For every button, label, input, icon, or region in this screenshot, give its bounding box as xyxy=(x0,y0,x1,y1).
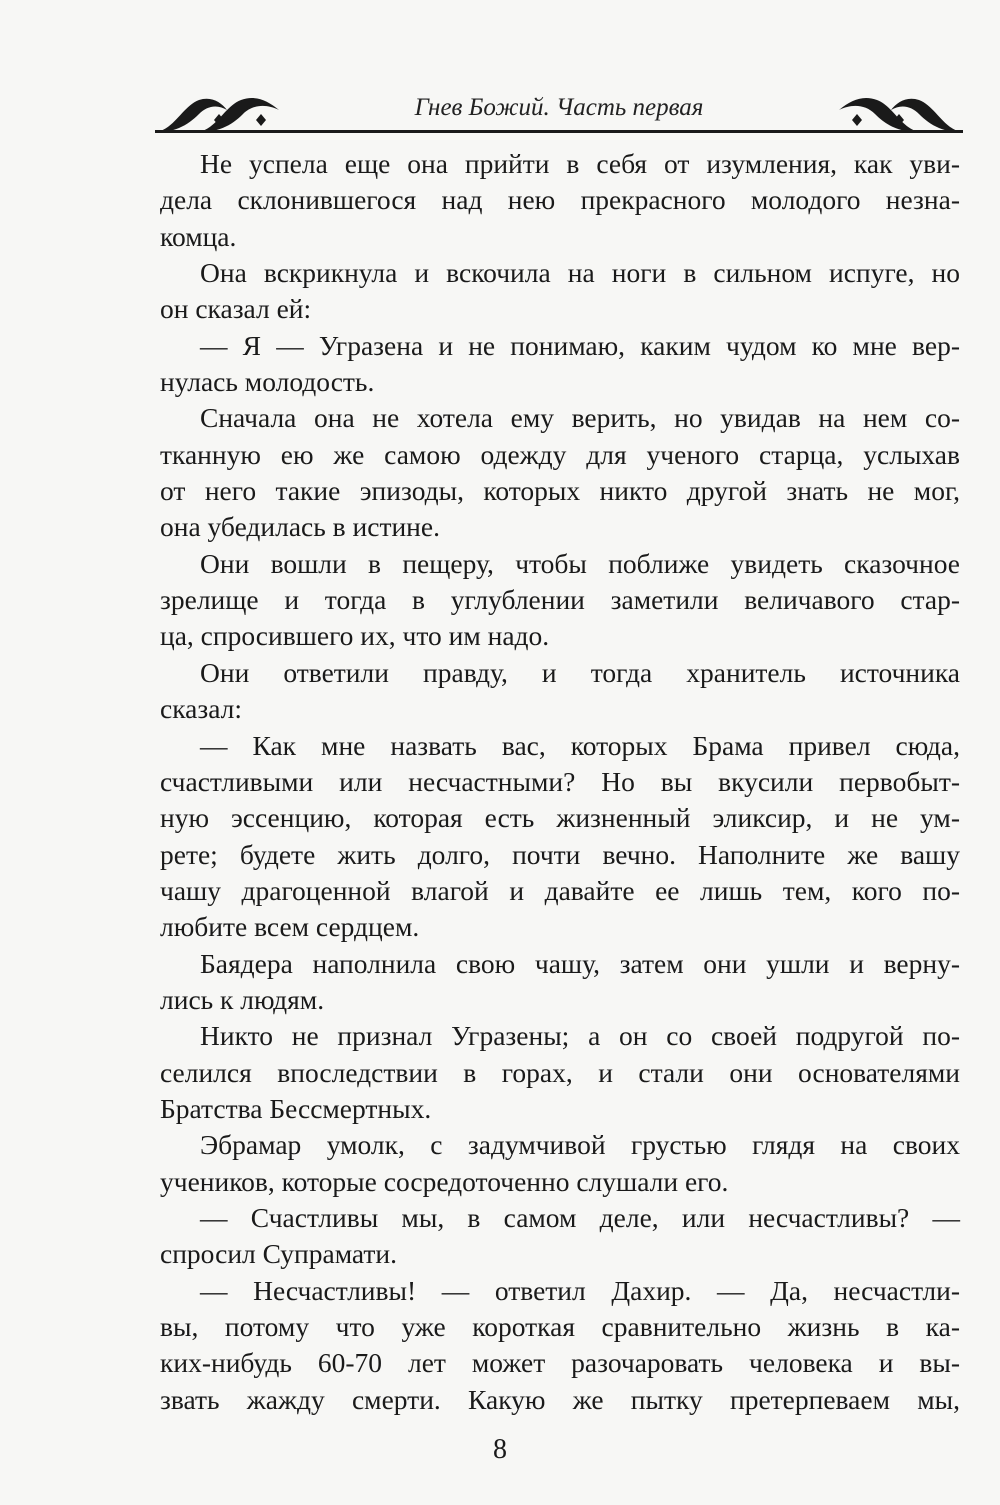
text-line: звать жажду смерти. Какую же пытку претерпеваем мы, xyxy=(160,1383,960,1415)
text-line: Баядера наполнила свою чашу, затем они ушли и верну- xyxy=(200,947,960,979)
text-line: от него такие эпизоды, которых никто другой знать не мог, xyxy=(160,475,960,507)
text-line: — Счастливы мы, в самом деле, или несчастливы? — xyxy=(200,1201,960,1233)
text-line: Она вскрикнула и вскочила на ноги в сильном испуге, но xyxy=(200,257,960,289)
text-line: селился впоследствии в горах, и стали они основателями xyxy=(160,1056,960,1088)
running-header xyxy=(155,88,963,138)
text-line: учеников, которые сосредоточенно слушали его. xyxy=(160,1165,729,1197)
text-line: она убедилась в истине. xyxy=(160,511,440,543)
text-line: зрелище и тогда в углублении заметили величавого стар- xyxy=(160,584,960,616)
running-header-title: Гнев Божий. Часть первая xyxy=(414,94,704,121)
text-line: он сказал ей: xyxy=(160,293,312,325)
ornament-icon xyxy=(835,92,963,132)
text-line: Никто не признал Угразены; а он со своей подругой по- xyxy=(200,1020,960,1052)
text-line: Сначала она не хотела ему верить, но увидав на нем со- xyxy=(200,402,960,434)
paragraph xyxy=(160,255,960,328)
text-line: дела склонившегося над нею прекрасного молодого незна- xyxy=(160,184,960,216)
header-rule xyxy=(155,130,963,133)
text-line: — Как мне назвать вас, которых Брама привел сюда, xyxy=(200,729,960,761)
text-line: ца, спросившего их, что им надо. xyxy=(160,620,550,652)
body-text xyxy=(160,146,960,1418)
text-line: рете; будете жить долго, почти вечно. Наполните же вашу xyxy=(160,838,960,870)
text-line: спросил Супрамати. xyxy=(160,1238,398,1270)
text-line: — Несчастливы! — ответил Дахир. — Да, несчастли- xyxy=(200,1274,960,1306)
text-line: — Я — Угразена и не понимаю, каким чудом ко мне вер- xyxy=(200,329,960,361)
paragraph xyxy=(160,1018,960,1127)
text-line: Они ответили правду, и тогда хранитель источника xyxy=(200,656,960,688)
paragraph xyxy=(160,400,960,545)
text-line: вы, потому что уже короткая сравнительно жизнь в ка- xyxy=(160,1311,960,1342)
text-line: комца. xyxy=(160,220,237,252)
paragraph xyxy=(160,546,960,655)
text-line: Эбрамар умолк, с задумчивой грустью глядя на своих xyxy=(200,1129,960,1161)
text-line: любите всем сердцем. xyxy=(160,911,420,943)
paragraph xyxy=(160,1200,960,1273)
text-line: лись к людям. xyxy=(160,983,325,1015)
text-line: тканную ею же самою одежду для ученого старца, услыхав xyxy=(160,438,960,470)
text-line: счастливыми или несчастными? Но вы вкусили первобыт- xyxy=(160,765,960,797)
paragraph xyxy=(160,728,960,946)
page-number: 8 xyxy=(493,1434,507,1465)
text-line: ную эссенцию, которая есть жизненный эликсир, и не ум- xyxy=(160,802,960,834)
text-line: чашу драгоценной влагой и давайте ее лишь тем, кого по- xyxy=(160,874,960,906)
text-line: Не успела еще она прийти в себя от изумления, как уви- xyxy=(200,148,960,179)
text-line: Они вошли в пещеру, чтобы поближе увидеть сказочное xyxy=(200,547,960,579)
paragraph xyxy=(160,1273,960,1418)
text-line: нулась молодость. xyxy=(160,366,375,398)
paragraph xyxy=(160,655,960,728)
paragraph xyxy=(160,146,960,255)
text-line: ких-нибудь 60-70 лет может разочаровать человека и вы- xyxy=(160,1347,960,1379)
paragraph xyxy=(160,328,960,401)
paragraph xyxy=(160,946,960,1019)
text-line: Братства Бессмертных. xyxy=(160,1092,432,1124)
paragraph xyxy=(160,1127,960,1200)
text-line: сказал: xyxy=(160,693,243,725)
